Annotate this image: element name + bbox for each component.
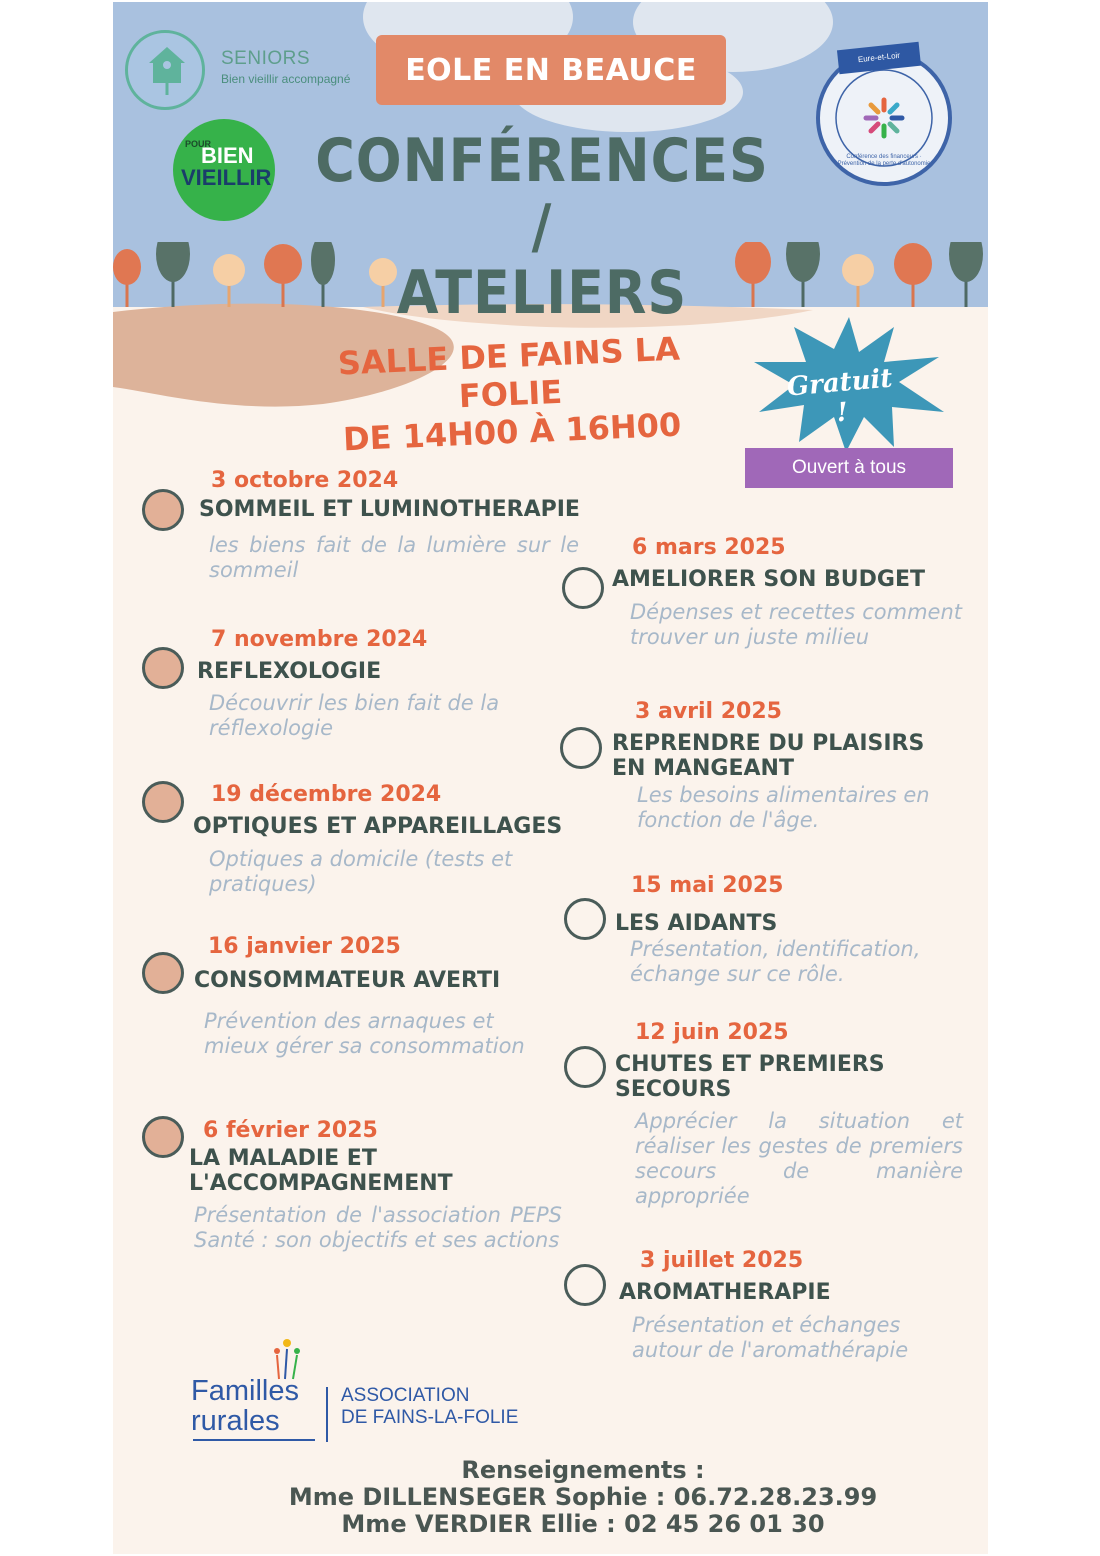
venue — [286, 327, 736, 460]
seniors-house-icon — [125, 30, 205, 110]
event-date: 6 février 2025 — [203, 1118, 378, 1143]
event-date: 15 mai 2025 — [631, 873, 784, 898]
financeurs-ring-text: Conférence des financeurs · Prévention de la perte d'autonomie — [837, 154, 931, 167]
title-line-2: ATELIERS — [396, 258, 688, 328]
logo-pour: POUR — [185, 139, 212, 149]
event-bullet-empty — [564, 1046, 606, 1088]
event-date: 3 juillet 2025 — [640, 1248, 804, 1273]
event-description: Optiques a domicile (tests et pratiques) — [209, 847, 513, 896]
logo-vieillir: VIEILLIR — [181, 165, 272, 190]
event-date: 12 juin 2025 — [635, 1020, 789, 1045]
event-title: REFLEXOLOGIE — [197, 659, 382, 684]
logo-bien: BIEN — [201, 143, 254, 168]
contact-line-1: Mme DILLENSEGER Sophie : 06.72.28.23.99 — [288, 1483, 878, 1511]
event-description: Dépenses et recettes comment trouver un juste milieu — [630, 600, 962, 649]
familles-rurales-logo — [191, 1337, 531, 1447]
event-bullet-empty — [564, 898, 606, 940]
event-title: REPRENDRE DU PLAISIRS EN MANGEANT — [612, 731, 925, 781]
venue-location: SALLE DE FAINS LA FOLIE — [337, 329, 681, 416]
bien-vieillir-logo — [173, 119, 275, 221]
event-bullet-empty — [560, 727, 602, 769]
event-bullet-empty — [562, 567, 604, 609]
event-date: 3 avril 2025 — [635, 699, 782, 724]
event-description: Prévention des arnaques et mieux gérer sa consommation — [204, 1009, 525, 1058]
logo-divider — [326, 1387, 328, 1442]
poster — [113, 2, 988, 1554]
logo-familles: Familles — [191, 1375, 299, 1407]
event-description: Découvrir les bien fait de la réflexologie — [209, 691, 500, 740]
event-bullet-filled — [142, 952, 184, 994]
association-name — [341, 1385, 518, 1429]
event-date: 3 octobre 2024 — [211, 468, 399, 493]
event-title: AROMATHERAPIE — [619, 1280, 831, 1305]
event-title: LES AIDANTS — [615, 911, 778, 936]
event-description: les biens fait de la lumière sur le sommeil — [209, 533, 579, 582]
event-description: Apprécier la situation et réaliser les gestes de premiers secours de manière appropriée — [635, 1109, 963, 1208]
event-date: 6 mars 2025 — [632, 535, 786, 560]
seniors-title: SENIORS — [221, 48, 311, 69]
event-description: Présentation, identification, échange sur ce rôle. — [630, 937, 921, 986]
event-bullet-filled — [142, 647, 184, 689]
event-bullet-filled — [142, 489, 184, 531]
event-title: CHUTES ET PREMIERS SECOURS — [615, 1052, 885, 1102]
event-date: 16 janvier 2025 — [208, 934, 401, 959]
logo-underline — [193, 1439, 315, 1441]
association-line-2: DE FAINS-LA-FOLIE — [341, 1407, 519, 1428]
page-title — [308, 128, 776, 326]
seniors-subtitle: Bien vieillir accompagné — [221, 72, 351, 86]
gratuit-label: Gratuit ! — [785, 363, 894, 429]
event-title: CONSOMMATEUR AVERTI — [194, 968, 501, 993]
logo-rurales: rurales — [191, 1405, 280, 1437]
event-title: AMELIORER SON BUDGET — [612, 567, 926, 592]
event-description: Présentation de l'association PEPS Santé : son objectifs et ses actions — [194, 1203, 562, 1252]
contact-heading: Renseignements : — [461, 1456, 705, 1484]
financeurs-tag: Eure-et-Loir — [837, 42, 921, 74]
venue-time: DE 14H00 À 16H00 — [342, 405, 682, 459]
contact-line-2: Mme VERDIER Ellie : 02 45 26 01 30 — [341, 1510, 825, 1538]
title-line-1: CONFÉRENCES / — [315, 126, 769, 262]
event-title: OPTIQUES ET APPAREILLAGES — [193, 814, 563, 839]
open-to-all-badge: Ouvert à tous — [745, 448, 953, 488]
event-title: SOMMEIL ET LUMINOTHERAPIE — [199, 497, 580, 522]
event-bullet-filled — [142, 1116, 184, 1158]
event-bullet-empty — [564, 1264, 606, 1306]
event-name-banner: EOLE EN BEAUCE — [376, 35, 726, 105]
event-description: Présentation et échanges autour de l'aromathérapie — [632, 1313, 909, 1362]
event-title: LA MALADIE ET L'ACCOMPAGNEMENT — [189, 1146, 453, 1196]
contact-info — [273, 1457, 893, 1538]
event-bullet-filled — [142, 781, 184, 823]
event-date: 7 novembre 2024 — [211, 627, 428, 652]
financeurs-badge — [816, 50, 952, 186]
event-date: 19 décembre 2024 — [211, 782, 442, 807]
event-description: Les besoins alimentaires en fonction de l'âge. — [637, 783, 930, 832]
association-line-1: ASSOCIATION — [341, 1385, 470, 1406]
